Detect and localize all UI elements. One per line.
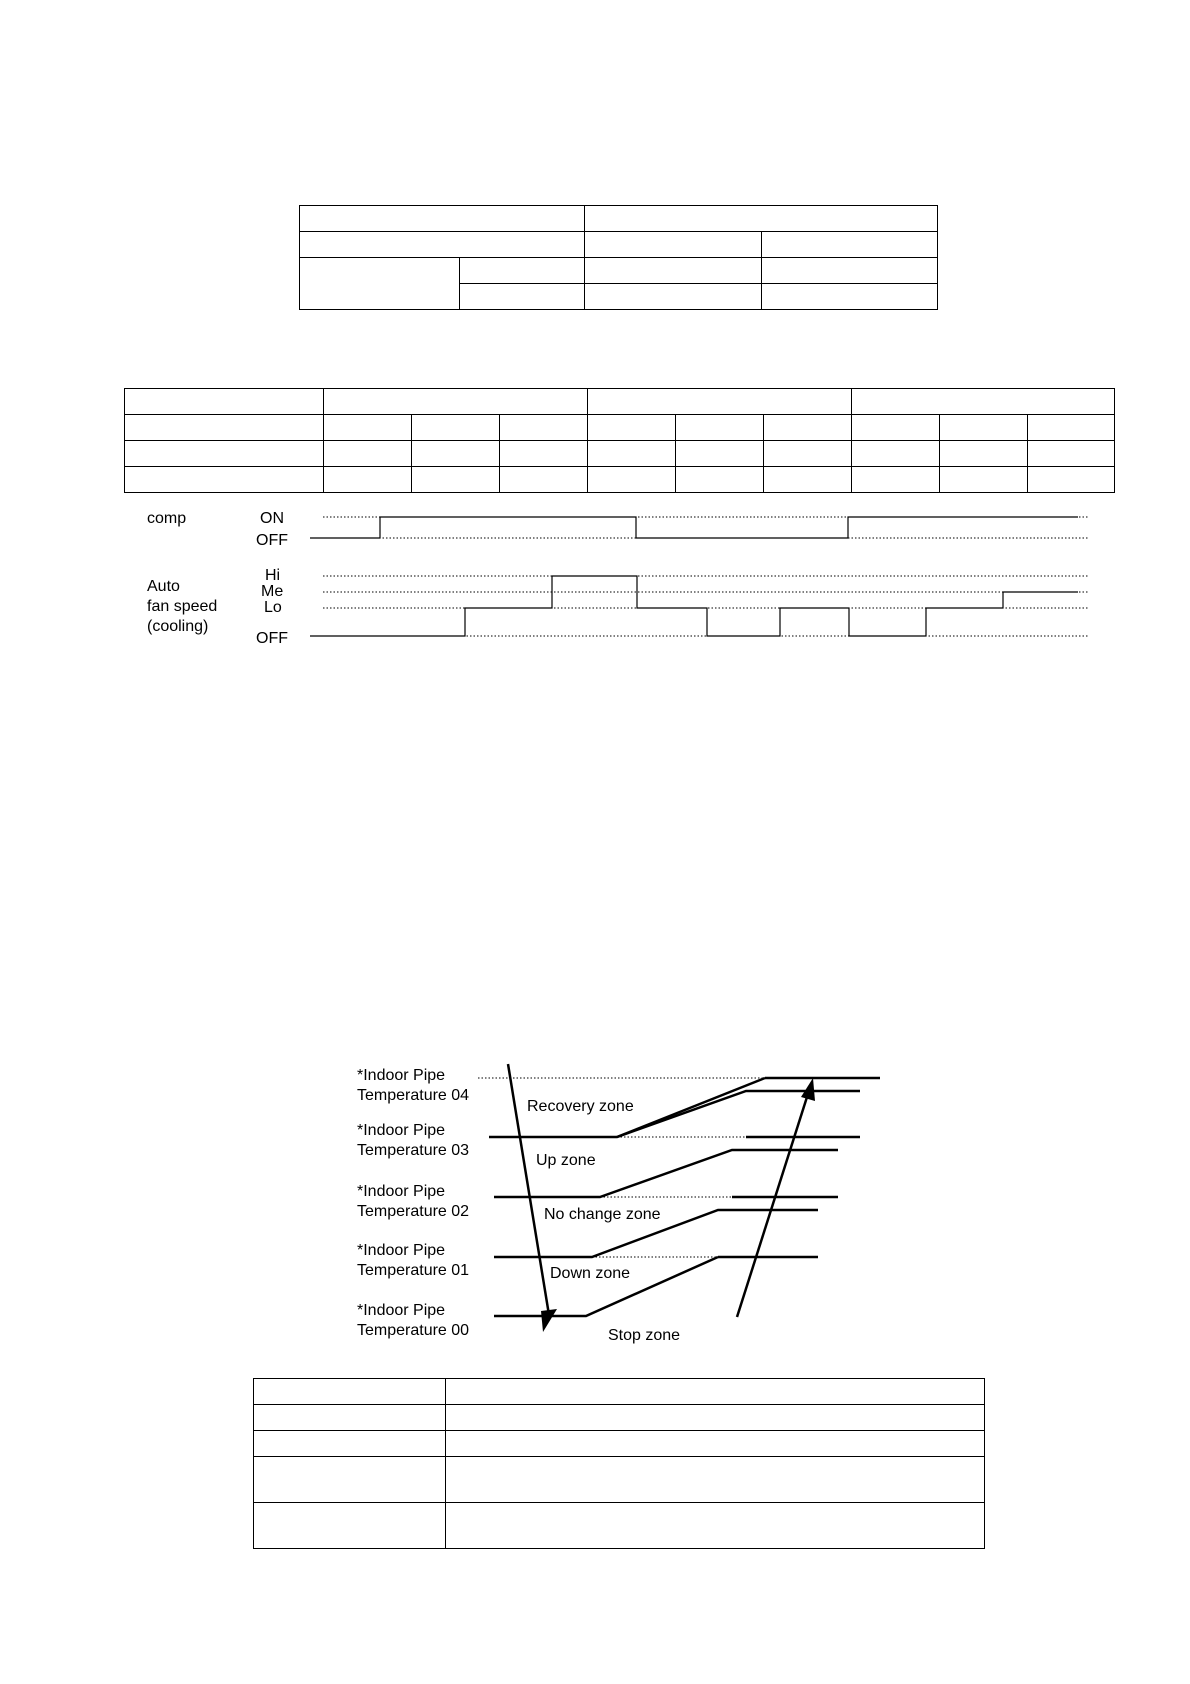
fan-hi-label: Hi [265, 567, 281, 584]
level-00-label-line1: *Indoor Pipe [357, 1302, 446, 1319]
recovery-zone-label: Recovery zone [527, 1098, 634, 1115]
level-01-label-line2: Temperature 01 [357, 1262, 470, 1279]
down-zone-label: Down zone [550, 1265, 631, 1282]
timing-chart [147, 510, 1088, 647]
level-04-label-line2: Temperature 04 [357, 1087, 470, 1104]
comp-label: comp [147, 510, 187, 527]
fan-lo-label: Lo [264, 599, 282, 616]
level-00-label-line2: Temperature 00 [357, 1322, 470, 1339]
rising-arrow-head [801, 1078, 815, 1101]
stop-zone-label: Stop zone [608, 1327, 681, 1344]
comp-off-label: OFF [256, 532, 288, 549]
level-03-label-line2: Temperature 03 [357, 1142, 470, 1159]
level-02-label-line2: Temperature 02 [357, 1203, 470, 1220]
up-zone-label: Up zone [536, 1152, 596, 1169]
zone-diagram [357, 1064, 880, 1344]
comp-signal-line [310, 517, 1078, 538]
level-03-label-line1: *Indoor Pipe [357, 1122, 446, 1139]
fan-off-label: OFF [256, 630, 288, 647]
level-02-label-line1: *Indoor Pipe [357, 1183, 446, 1200]
level-04-label-line1: *Indoor Pipe [357, 1067, 446, 1084]
fan-me-label: Me [261, 583, 284, 600]
comp-on-label: ON [260, 510, 284, 527]
reference-dotted-lines [323, 517, 1088, 636]
fan-speed-signal-line [310, 576, 1078, 636]
fan-label-auto: Auto [147, 578, 180, 595]
falling-arrow-head [541, 1309, 557, 1332]
level-01-label-line1: *Indoor Pipe [357, 1242, 446, 1259]
no-change-zone-label: No change zone [544, 1206, 661, 1223]
fan-label-cooling: (cooling) [147, 618, 209, 635]
fan-label-speed: fan speed [147, 598, 218, 615]
rising-arrow [737, 1097, 807, 1317]
